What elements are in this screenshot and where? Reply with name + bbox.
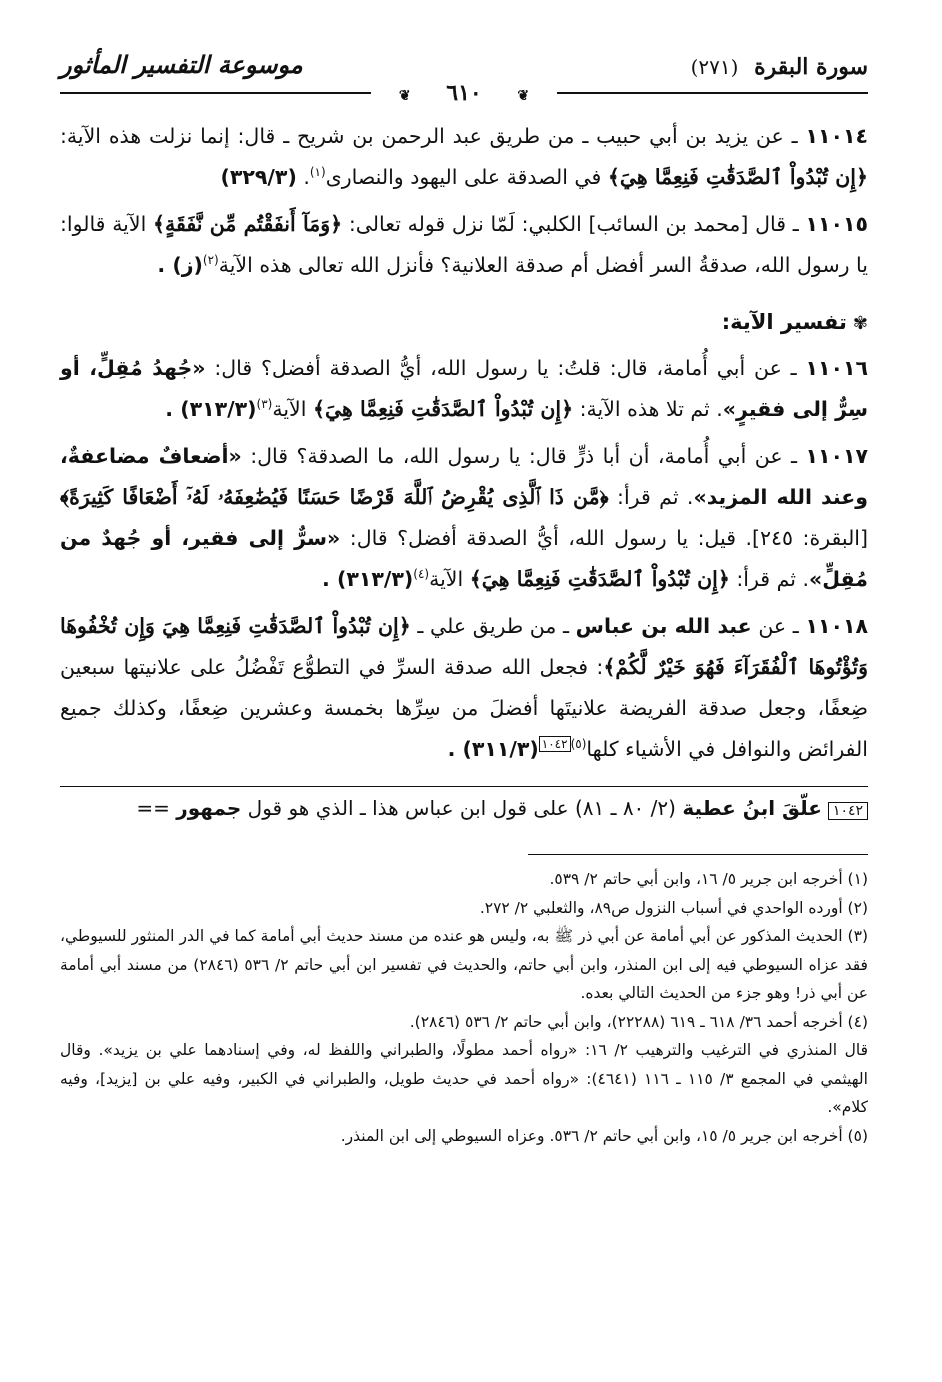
flower-ornament-icon: ✾ (852, 313, 868, 334)
quran-quote: ﴿وَمَآ أَنفَقْتُم مِّن نَّفَقَةٍ﴾ (152, 212, 343, 236)
paragraph-11018 (60, 606, 868, 770)
commentary-box-marker[interactable]: ١٠٤٢ (539, 736, 571, 752)
paragraph-11014: ١١٠١٤ ـ عن يزيد بن أبي حبيب ـ من طريق عبد الرحمن بن شريح ـ قال: إنما نزلت هذه الآية: ﴿إِن تُبْدُواْ ٱلصَّدَقَٰتِ فَنِعِمَّا هِيَ﴾ في الصدقة على اليهود والنصارى$^{(١)}$. (٣٢٩/٣) (60, 124, 868, 189)
quran-quote: ﴿إِن تُبْدُواْ ٱلصَّدَقَٰتِ فَنِعِمَّا هِيَ وَإِن تُخْفُوهَا وَتُؤْتُوهَا ٱلْفُقَرَآءَ فَهُوَ خَيْرٌ لَّكُمْ﴾ (60, 614, 868, 679)
athar-number: ١١٠١٨ (805, 614, 868, 638)
text-segment: : فجعل الله صدقة السرِّ في التطوُّع تَفْضُلُ على علانيتها سبعين ضِعفًا، وجعل صدقة الفريضة علانيتَها أفضلَ من سِرِّها بخمسة وعشرين ضِعفًا، وكذلك جميع الفرائض والنوافل في الأشياء كلها (60, 655, 868, 761)
text-segment: . ثم تلا هذه الآية: (573, 397, 723, 421)
footnote-item: (٥) أخرجه ابن جرير ٥/ ١٥، وابن أبي حاتم ٢/ ٥٣٦. وعزاه السيوطي إلى ابن المنذر. (340, 1126, 868, 1145)
footnote-item: (١) أخرجه ابن جرير ٥/ ١٦، وابن أبي حاتم ٢/ ٥٣٩. (549, 870, 868, 888)
footnote-marker[interactable]: (٣) (256, 397, 273, 412)
athar-number: ١١٠١٧ (805, 444, 868, 468)
quran-quote: ﴿إِن تُبْدُواْ ٱلصَّدَقَٰتِ فَنِعِمَّا هِيَ﴾ (312, 397, 574, 421)
text-segment: (٢/ ٨٠ ـ ٨١) على قول ابن عباس هذا ـ الذي هو قول (241, 796, 683, 820)
text-segment: ـ عن (751, 614, 806, 638)
athar-number: ١١٠١٤ (805, 124, 868, 148)
text-segment: ـ عن أبي أُمامة، أن أبا ذرٍّ قال: يا رسول الله، ما الصدقة؟ قال: (241, 444, 806, 468)
sura-title (691, 54, 868, 80)
text-segment: . ثم قرأ: (608, 485, 694, 509)
page-number-block (60, 80, 868, 106)
footnote-item: قال المنذري في الترغيب والترهيب ٢/ ١٦: «رواه أحمد مطولًا، والطبراني واللفظ له، وفي إسنادهما علي بن يزيد». وقال الهيثمي في المجمع ٣/ ١١٥ ـ ١١٦ (٤٦٤١): «رواه أحمد في حديث طويل، والطبراني في الكبير، وفيه علي بن [يزيد]، وفيه كلام». (60, 1041, 869, 1116)
narrator-name: عبد الله بن عباس (575, 614, 752, 638)
text-segment: الآية قالوا: يا رسول الله، صدقةُ السر أفضل أم صدقة العلانية؟ فأنزل الله تعالى هذه الآية (60, 212, 868, 277)
text-segment: الآية (272, 397, 313, 421)
text-segment: ـ من طريق علي ـ (410, 614, 576, 638)
ornament-icon: ❦ (385, 88, 425, 104)
text-segment: في الصدقة على اليهود والنصارى (325, 165, 608, 189)
volume-reference: (٣٢٩/٣) (220, 165, 297, 189)
commentary-separator (60, 786, 868, 787)
paragraph-11016 (60, 348, 868, 430)
hadith-quote: «سرٌّ إلى فقير، أو جُهدٌ من مُقِلٍّ» (60, 526, 868, 591)
footnote-item: (٤) أخرجه أحمد ٣٦/ ٦١٨ ـ ٦١٩ (٢٢٢٨٨)، وابن أبي حاتم ٢/ ٥٣٦ (٢٨٤٦). (409, 1012, 868, 1031)
verse-number: (٢٧١) (690, 55, 739, 79)
section-title-text: تفسير الآية: (721, 310, 847, 334)
volume-reference: . (ز) (157, 253, 203, 277)
footnote-item: (٣) الحديث المذكور عن أبي أمامة عن أبي ذر ﷺ به، وليس هو عنده من مسند حديث أبي أمامة كما في الدر المنثور للسيوطي، فقد عزاه السيوطي فيه إلى ابن المنذر، وابن أبي حاتم، والحديث في تفسير ابن أبي حاتم ٢/ ٥٣٦ (٢٨٤٦) من مسند أبي أمامة عن أبي ذر! وهو جزء من الحديث التالي بعده. (60, 927, 868, 1002)
text-segment: ـ عن يزيد بن أبي حبيب ـ من طريق عبد الرحمن بن شريح ـ قال: إنما نزلت هذه الآية: (60, 124, 806, 148)
commentator-name: علّقَ ابنُ عطية (682, 796, 822, 820)
footnote-marker[interactable]: (٥) (570, 737, 587, 752)
book-title: موسوعة التفسير المأثور (60, 50, 303, 79)
section-title (60, 302, 868, 344)
main-text (60, 116, 868, 1150)
paragraph-11015 (60, 204, 868, 286)
continuation-mark: == (136, 796, 177, 820)
footnote-marker[interactable]: (١) (309, 165, 326, 180)
ornament-icon: ❦ (503, 88, 543, 104)
text-segment: ـ عن أبي أُمامة، قال: قلتُ: يا رسول الله، أيُّ الصدقة أفضل؟ قال: (205, 356, 806, 380)
volume-reference: . (٣١٣/٣) (322, 567, 414, 591)
hadith-quote: «جُهدُ مُقِلٍّ، أو سِرٌّ إلى فقيرٍ» (60, 356, 868, 421)
quran-quote: ﴿إِن تُبْدُواْ ٱلصَّدَقَٰتِ فَنِعِمَّا هِيَ﴾ (469, 567, 730, 591)
quran-quote: ﴿مَّن ذَا ٱلَّذِى يُقْرِضُ ٱللَّهَ قَرْضًا حَسَنًا فَيُضَٰعِفَهُۥ لَهُۥٓ أَضْعَافًا كَثِيرَةً﴾ (60, 485, 609, 509)
athar-number: ١١٠١٥ (805, 212, 868, 236)
hadith-quote: «أضعافٌ مضاعفةٌ، وعند الله المزيد» (60, 444, 868, 509)
volume-reference: . (٣١٣/٣) (165, 397, 257, 421)
footnote-item: (٢) أورده الواحدي في أسباب النزول ص٨٩، والثعلبي ٢/ ٢٧٢. (479, 898, 868, 917)
text-segment-bold: جمهور (176, 796, 242, 820)
page-number: ٦١٠ (432, 80, 495, 106)
footnote-separator (528, 854, 868, 855)
athar-number: ١١٠١٦ (805, 356, 868, 380)
text-segment: ـ قال [محمد بن السائب] الكلبي: لَمّا نزل قوله تعالى: (342, 212, 806, 236)
text-segment: . ثم قرأ: (729, 567, 809, 591)
footnote-marker[interactable]: (٤) (413, 567, 430, 582)
commentary-number: ١٠٤٢ (828, 802, 868, 820)
volume-reference: . (٣١١/٣) (447, 737, 539, 761)
commentary-note (60, 791, 868, 828)
page-header (60, 40, 868, 106)
paragraph-11017 (60, 436, 868, 600)
footnotes (60, 865, 868, 1150)
text-segment: الآية (429, 567, 470, 591)
sura-name: سورة البقرة (754, 54, 868, 80)
quran-quote: ﴿إِن تُبْدُواْ ٱلصَّدَقَٰتِ فَنِعِمَّا هِيَ﴾ (607, 165, 868, 189)
footnote-marker[interactable]: (٢) (202, 253, 219, 268)
text-segment: [البقرة: ٢٤٥]. قيل: يا رسول الله، أيُّ الصدقة أفضل؟ قال: (340, 526, 869, 550)
